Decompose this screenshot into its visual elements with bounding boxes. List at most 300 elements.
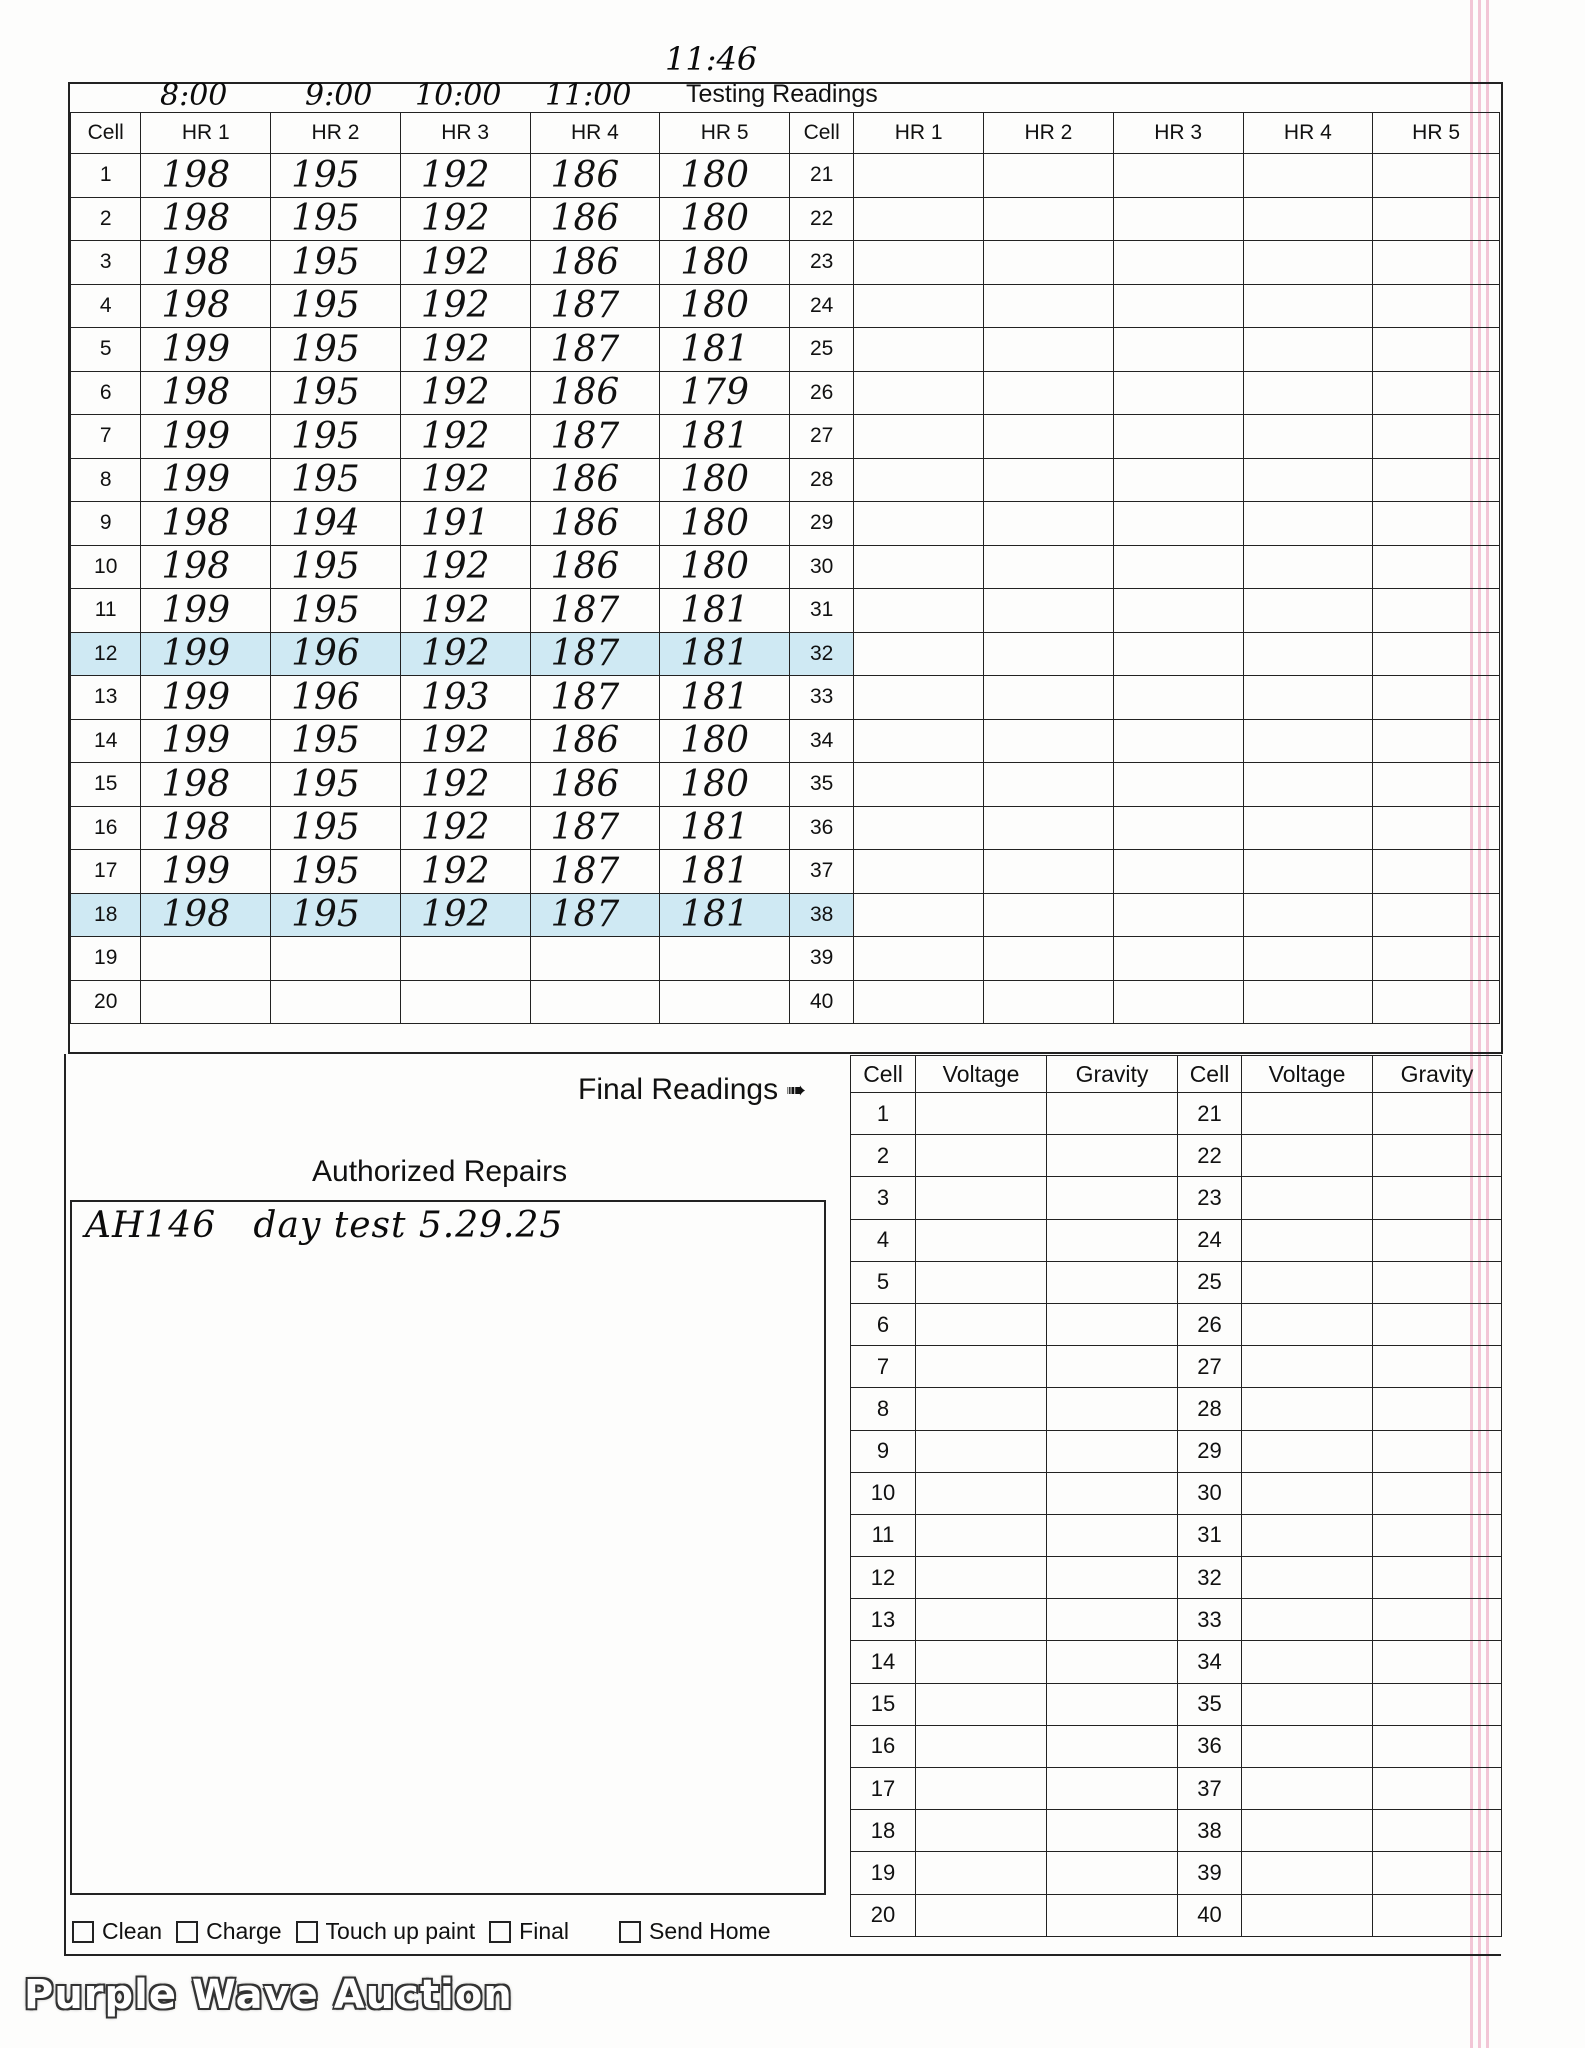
hr-reading <box>141 937 271 981</box>
hr-reading-empty <box>984 154 1114 198</box>
cell-number: 19 <box>71 937 141 981</box>
form-border-bottom <box>64 1954 1501 1956</box>
hr-reading-empty <box>984 893 1114 937</box>
hr-reading: 198 <box>141 284 271 328</box>
table-row <box>71 850 1500 894</box>
col-header: Cell <box>1178 1056 1242 1093</box>
col-header: HR 4 <box>1243 113 1373 154</box>
hr-reading: 180 <box>660 197 790 241</box>
hr-reading: 181 <box>660 632 790 676</box>
hr-reading-empty <box>1373 589 1500 633</box>
hr-reading-empty <box>1243 676 1373 720</box>
hr-reading-empty <box>1373 241 1500 285</box>
repairs-note: AH146 day test 5.29.25 <box>85 1205 564 1246</box>
hr-reading: 198 <box>141 197 271 241</box>
hr-reading-empty <box>854 893 984 937</box>
checkbox-charge[interactable] <box>176 1918 281 1945</box>
hr-reading-empty <box>984 415 1114 459</box>
time-label-hr3: 10:00 <box>415 78 502 113</box>
final-readings-table <box>850 1055 1502 1937</box>
voltage-value <box>916 1177 1047 1219</box>
hr-reading: 181 <box>660 676 790 720</box>
cell-number: 15 <box>851 1683 916 1725</box>
checkbox-label: Final <box>519 1918 570 1944</box>
hr-reading-empty <box>854 197 984 241</box>
hr-reading-empty <box>1243 719 1373 763</box>
checkbox-send-home[interactable] <box>619 1918 770 1945</box>
checkbox-square[interactable] <box>296 1921 318 1943</box>
hr-reading-empty <box>984 850 1114 894</box>
table-row <box>851 1852 1502 1894</box>
hr-reading-empty <box>984 545 1114 589</box>
cell-number: 25 <box>1178 1261 1242 1303</box>
hr-reading: 180 <box>660 154 790 198</box>
voltage-value <box>1242 1557 1373 1599</box>
hr-reading: 192 <box>400 328 530 372</box>
cell-number: 22 <box>789 197 853 241</box>
table-row <box>851 1303 1502 1345</box>
testing-readings-title: Testing Readings <box>686 80 878 108</box>
table-row <box>851 1261 1502 1303</box>
cell-number: 7 <box>851 1346 916 1388</box>
table-row <box>71 371 1500 415</box>
hr-reading: 195 <box>271 806 401 850</box>
cell-number: 8 <box>851 1388 916 1430</box>
hr-reading-empty <box>1113 197 1243 241</box>
gravity-value <box>1047 1599 1178 1641</box>
cell-number: 33 <box>789 676 853 720</box>
cell-number: 32 <box>789 632 853 676</box>
hr-reading <box>530 937 660 981</box>
hr-reading: 186 <box>530 371 660 415</box>
hr-reading-empty <box>1113 806 1243 850</box>
hr-reading: 181 <box>660 328 790 372</box>
hr-reading: 194 <box>271 502 401 546</box>
hr-reading-empty <box>1113 502 1243 546</box>
hr-reading-empty <box>854 806 984 850</box>
hr-reading: 181 <box>660 589 790 633</box>
cell-number: 15 <box>71 763 141 807</box>
voltage-value <box>916 1303 1047 1345</box>
cell-number: 38 <box>789 893 853 937</box>
gravity-value <box>1047 1894 1178 1936</box>
hr-reading-empty <box>1243 241 1373 285</box>
table-row <box>71 676 1500 720</box>
table-row <box>851 1472 1502 1514</box>
hr-reading-empty <box>984 719 1114 763</box>
checkbox-clean[interactable] <box>72 1918 162 1945</box>
voltage-value <box>916 1852 1047 1894</box>
gravity-value <box>1047 1514 1178 1556</box>
hr-reading: 195 <box>271 893 401 937</box>
hr-reading-empty <box>1113 284 1243 328</box>
hr-reading: 195 <box>271 284 401 328</box>
col-header: HR 5 <box>660 113 790 154</box>
col-header: HR 4 <box>530 113 660 154</box>
hr-reading: 181 <box>660 806 790 850</box>
hr-reading-empty <box>1243 937 1373 981</box>
cell-number: 37 <box>1178 1768 1242 1810</box>
hr-reading: 198 <box>141 893 271 937</box>
cell-number: 29 <box>1178 1430 1242 1472</box>
col-header: HR 3 <box>1113 113 1243 154</box>
hr-reading-empty <box>1373 458 1500 502</box>
hr-reading-empty <box>854 589 984 633</box>
table-row <box>851 1219 1502 1261</box>
gravity-value <box>1373 1641 1502 1683</box>
hr-reading: 186 <box>530 502 660 546</box>
cell-number: 3 <box>71 241 141 285</box>
cell-number: 24 <box>789 284 853 328</box>
hr-reading: 192 <box>400 763 530 807</box>
col-header: HR 2 <box>984 113 1114 154</box>
table-row <box>71 980 1500 1024</box>
hr-reading: 192 <box>400 719 530 763</box>
hr-reading-empty <box>1243 589 1373 633</box>
cell-number: 17 <box>851 1768 916 1810</box>
hr-reading: 195 <box>271 850 401 894</box>
table-row <box>851 1135 1502 1177</box>
hr-reading: 198 <box>141 371 271 415</box>
hr-reading: 195 <box>271 763 401 807</box>
hr-reading: 187 <box>530 415 660 459</box>
hr-reading-empty <box>1373 371 1500 415</box>
hr-reading-empty <box>854 241 984 285</box>
hr-reading-empty <box>854 284 984 328</box>
table-row <box>71 589 1500 633</box>
hr-reading: 195 <box>271 719 401 763</box>
checkbox-label: Touch up paint <box>325 1918 476 1944</box>
hr-reading <box>660 980 790 1024</box>
gravity-value <box>1047 1430 1178 1472</box>
gravity-value <box>1373 1261 1502 1303</box>
col-header: Gravity <box>1047 1056 1178 1093</box>
hr-reading-empty <box>854 937 984 981</box>
table-row <box>851 1894 1502 1936</box>
hr-reading-empty <box>984 806 1114 850</box>
gravity-value <box>1047 1768 1178 1810</box>
hr-reading-empty <box>1113 458 1243 502</box>
hr-reading: 180 <box>660 545 790 589</box>
gravity-value <box>1373 1472 1502 1514</box>
hr-reading: 187 <box>530 893 660 937</box>
cell-number: 20 <box>851 1894 916 1936</box>
voltage-value <box>1242 1599 1373 1641</box>
hr-reading-empty <box>1113 937 1243 981</box>
cell-number: 11 <box>851 1514 916 1556</box>
hr-reading-empty <box>854 502 984 546</box>
hr-reading-empty <box>1243 371 1373 415</box>
cell-number: 35 <box>1178 1683 1242 1725</box>
hr-reading: 195 <box>271 154 401 198</box>
cell-number: 21 <box>1178 1093 1242 1135</box>
hr-reading-empty <box>1243 502 1373 546</box>
hr-reading: 198 <box>141 763 271 807</box>
gravity-value <box>1047 1388 1178 1430</box>
cell-number: 24 <box>1178 1219 1242 1261</box>
checkbox-square[interactable] <box>176 1921 198 1943</box>
extra-time-note: 11:46 <box>665 40 758 78</box>
hr-reading: 198 <box>141 502 271 546</box>
table-row <box>851 1725 1502 1767</box>
hr-reading: 192 <box>400 850 530 894</box>
hr-reading: 192 <box>400 197 530 241</box>
cell-number: 5 <box>851 1261 916 1303</box>
authorized-repairs-box[interactable] <box>70 1200 826 1895</box>
final-header-row <box>851 1056 1502 1093</box>
hr-reading-empty <box>1373 502 1500 546</box>
hr-reading-empty <box>1113 980 1243 1024</box>
hr-reading: 195 <box>271 545 401 589</box>
col-header: HR 2 <box>271 113 401 154</box>
hr-reading-empty <box>1373 719 1500 763</box>
hr-reading-empty <box>1373 980 1500 1024</box>
hr-reading: 199 <box>141 719 271 763</box>
hr-reading: 181 <box>660 415 790 459</box>
hr-reading-empty <box>1373 284 1500 328</box>
hr-reading: 187 <box>530 676 660 720</box>
hr-reading: 187 <box>530 850 660 894</box>
table-row <box>71 937 1500 981</box>
cell-number: 34 <box>789 719 853 763</box>
hr-reading: 195 <box>271 197 401 241</box>
final-readings-label-wrap <box>578 1073 806 1107</box>
col-header: Cell <box>71 113 141 154</box>
hr-reading: 192 <box>400 371 530 415</box>
hr-reading: 196 <box>271 676 401 720</box>
col-header: HR 5 <box>1373 113 1500 154</box>
hr-reading-empty <box>854 676 984 720</box>
voltage-value <box>916 1725 1047 1767</box>
table-row <box>71 719 1500 763</box>
cell-number: 14 <box>851 1641 916 1683</box>
hr-reading: 195 <box>271 458 401 502</box>
table-row <box>71 328 1500 372</box>
gravity-value <box>1047 1303 1178 1345</box>
hr-reading: 180 <box>660 763 790 807</box>
gravity-value <box>1373 1683 1502 1725</box>
table-row <box>851 1514 1502 1556</box>
hr-reading-empty <box>1243 545 1373 589</box>
checkbox-square[interactable] <box>489 1921 511 1943</box>
cell-number: 17 <box>71 850 141 894</box>
table-row <box>851 1177 1502 1219</box>
cell-number: 32 <box>1178 1557 1242 1599</box>
hr-reading-empty <box>1243 154 1373 198</box>
voltage-value <box>1242 1093 1373 1135</box>
voltage-value <box>916 1641 1047 1683</box>
hr-reading-empty <box>1113 328 1243 372</box>
gravity-value <box>1373 1557 1502 1599</box>
checkbox-square[interactable] <box>72 1921 94 1943</box>
hr-reading: 180 <box>660 284 790 328</box>
gravity-value <box>1373 1219 1502 1261</box>
hr-reading-empty <box>1373 763 1500 807</box>
cell-number: 2 <box>71 197 141 241</box>
checkbox-touch-up-paint[interactable] <box>296 1918 476 1945</box>
hr-reading-empty <box>1113 589 1243 633</box>
cell-number: 18 <box>851 1810 916 1852</box>
hr-reading-empty <box>984 197 1114 241</box>
hr-reading: 186 <box>530 763 660 807</box>
voltage-value <box>916 1599 1047 1641</box>
hr-reading: 198 <box>141 241 271 285</box>
hr-reading: 186 <box>530 154 660 198</box>
hr-reading-empty <box>984 980 1114 1024</box>
hr-reading: 186 <box>530 241 660 285</box>
voltage-value <box>916 1768 1047 1810</box>
voltage-value <box>1242 1135 1373 1177</box>
table-row <box>851 1599 1502 1641</box>
checkbox-square[interactable] <box>619 1921 641 1943</box>
gravity-value <box>1373 1430 1502 1472</box>
hr-reading-empty <box>854 545 984 589</box>
col-header: HR 3 <box>400 113 530 154</box>
hr-reading-empty <box>1373 806 1500 850</box>
cell-number: 9 <box>851 1430 916 1472</box>
hr-reading-empty <box>1243 850 1373 894</box>
hr-reading: 180 <box>660 719 790 763</box>
hr-reading: 186 <box>530 545 660 589</box>
col-header: Cell <box>851 1056 916 1093</box>
gravity-value <box>1047 1093 1178 1135</box>
gravity-value <box>1373 1514 1502 1556</box>
hr-reading-empty <box>984 458 1114 502</box>
cell-number: 13 <box>71 676 141 720</box>
cell-number: 8 <box>71 458 141 502</box>
col-header: Gravity <box>1373 1056 1502 1093</box>
hr-reading-empty <box>1243 632 1373 676</box>
hr-reading-empty <box>1373 197 1500 241</box>
cell-number: 23 <box>1178 1177 1242 1219</box>
table-row <box>71 415 1500 459</box>
cell-number: 40 <box>1178 1894 1242 1936</box>
hr-reading: 195 <box>271 328 401 372</box>
cell-number: 10 <box>71 545 141 589</box>
checkbox-final[interactable] <box>489 1918 569 1945</box>
checkbox-label: Charge <box>206 1918 282 1944</box>
voltage-value <box>1242 1472 1373 1514</box>
cell-number: 26 <box>1178 1303 1242 1345</box>
voltage-value <box>1242 1852 1373 1894</box>
hr-reading <box>400 980 530 1024</box>
hr-reading-empty <box>984 937 1114 981</box>
cell-number: 36 <box>789 806 853 850</box>
hr-reading: 192 <box>400 632 530 676</box>
table-row <box>851 1093 1502 1135</box>
hr-reading: 186 <box>530 719 660 763</box>
voltage-value <box>916 1219 1047 1261</box>
voltage-value <box>916 1683 1047 1725</box>
cell-number: 28 <box>789 458 853 502</box>
hr-reading <box>660 937 790 981</box>
hr-reading-empty <box>1113 241 1243 285</box>
hr-reading <box>530 980 660 1024</box>
hr-reading-empty <box>1113 850 1243 894</box>
hr-reading-empty <box>1243 806 1373 850</box>
hr-reading: 191 <box>400 502 530 546</box>
table-row <box>851 1683 1502 1725</box>
hr-reading: 199 <box>141 415 271 459</box>
table-row <box>851 1810 1502 1852</box>
hr-reading <box>271 980 401 1024</box>
hr-reading: 180 <box>660 241 790 285</box>
cell-number: 12 <box>71 632 141 676</box>
time-label-hr1: 8:00 <box>160 78 228 113</box>
gravity-value <box>1373 1093 1502 1135</box>
gravity-value <box>1373 1135 1502 1177</box>
hr-reading: 187 <box>530 806 660 850</box>
hr-reading-empty <box>1373 850 1500 894</box>
col-header: Voltage <box>916 1056 1047 1093</box>
hr-reading-empty <box>1113 632 1243 676</box>
hr-reading-empty <box>854 763 984 807</box>
voltage-value <box>1242 1641 1373 1683</box>
hr-reading-empty <box>854 371 984 415</box>
voltage-value <box>1242 1177 1373 1219</box>
hr-reading: 199 <box>141 458 271 502</box>
hr-reading: 192 <box>400 241 530 285</box>
cell-number: 16 <box>851 1725 916 1767</box>
hr-reading-empty <box>854 850 984 894</box>
cell-number: 39 <box>1178 1852 1242 1894</box>
hr-reading: 187 <box>530 632 660 676</box>
final-readings-label: Final Readings <box>578 1073 779 1106</box>
hr-reading-empty <box>984 284 1114 328</box>
hr-reading-empty <box>1113 763 1243 807</box>
gravity-value <box>1047 1261 1178 1303</box>
voltage-value <box>916 1557 1047 1599</box>
table-row <box>71 893 1500 937</box>
gravity-value <box>1373 1346 1502 1388</box>
cell-number: 4 <box>851 1219 916 1261</box>
hr-reading-empty <box>1373 154 1500 198</box>
voltage-value <box>916 1810 1047 1852</box>
voltage-value <box>916 1261 1047 1303</box>
hr-reading-empty <box>854 328 984 372</box>
hr-reading-empty <box>1113 545 1243 589</box>
hr-reading: 192 <box>400 415 530 459</box>
cell-number: 34 <box>1178 1641 1242 1683</box>
table-row <box>851 1768 1502 1810</box>
hr-reading: 187 <box>530 284 660 328</box>
gravity-value <box>1373 1177 1502 1219</box>
gravity-value <box>1047 1346 1178 1388</box>
cell-number: 1 <box>851 1093 916 1135</box>
hr-reading: 179 <box>660 371 790 415</box>
hr-reading-empty <box>1243 415 1373 459</box>
hr-reading-empty <box>984 502 1114 546</box>
hr-reading: 186 <box>530 458 660 502</box>
hr-reading: 199 <box>141 676 271 720</box>
hr-reading: 196 <box>271 632 401 676</box>
col-header: Cell <box>789 113 853 154</box>
cell-number: 23 <box>789 241 853 285</box>
cell-number: 40 <box>789 980 853 1024</box>
gravity-value <box>1047 1135 1178 1177</box>
table-row <box>71 763 1500 807</box>
hr-reading: 199 <box>141 850 271 894</box>
hr-reading <box>400 937 530 981</box>
cell-number: 11 <box>71 589 141 633</box>
cell-number: 1 <box>71 154 141 198</box>
voltage-value <box>916 1514 1047 1556</box>
table-row <box>71 545 1500 589</box>
gravity-value <box>1373 1599 1502 1641</box>
time-label-hr4: 11:00 <box>545 78 632 113</box>
hr-reading-empty <box>1373 632 1500 676</box>
hr-reading-empty <box>984 371 1114 415</box>
